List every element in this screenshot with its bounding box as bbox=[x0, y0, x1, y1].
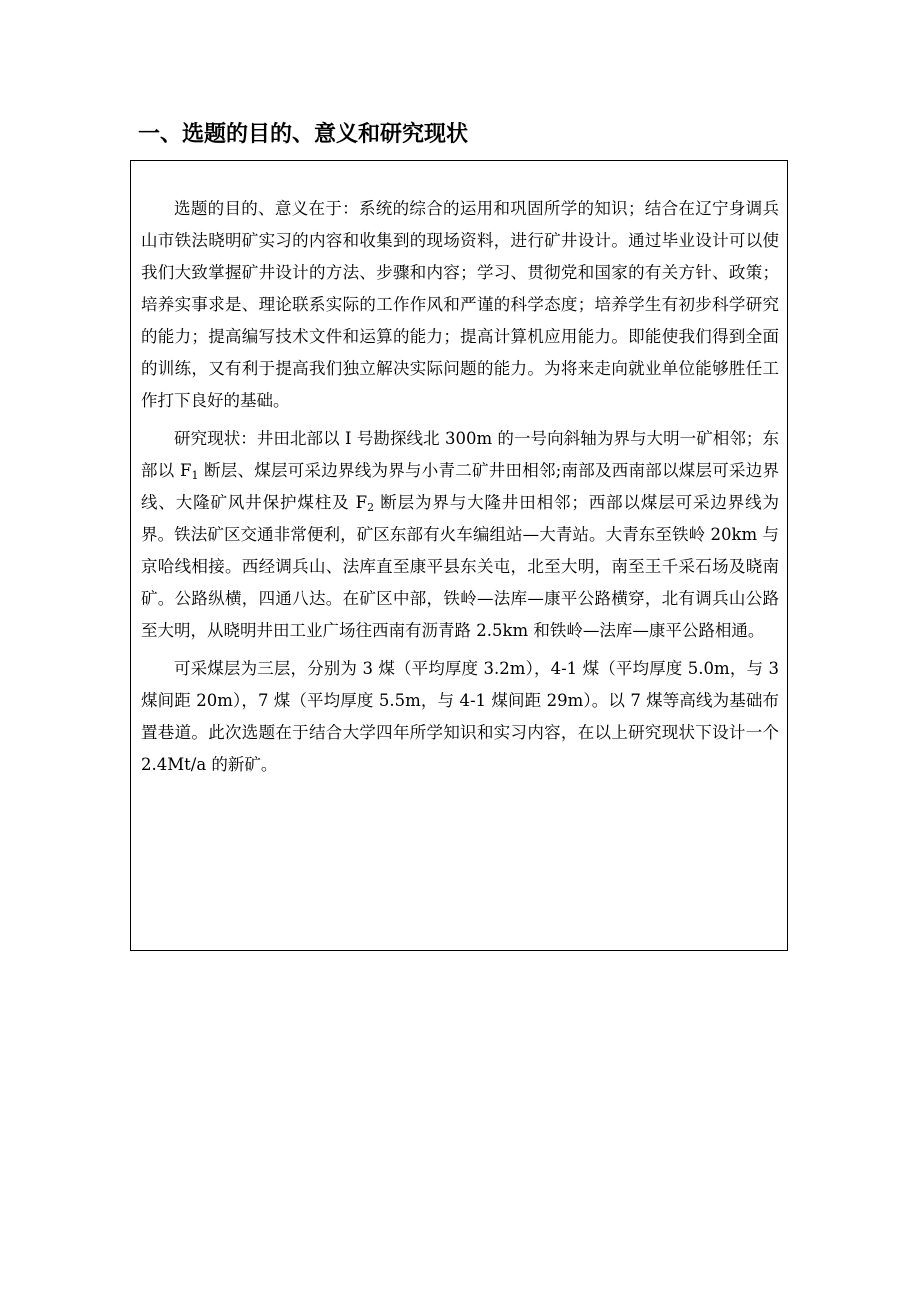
status-text-3: 断层为界与大隆井田相邻；西部以煤层可采边界线为界。铁法矿区交通非常便利，矿区东部有火车编组站—大青站。大青东至铁岭 20km 与京哈线相接。西经调兵山、法库直至康平县东关屯，北至大明，南至王千采石场及晓南矿。公路纵横，四通八达。在矿区中部，铁岭—法库—康平公路横穿，北有调兵山公路至大明，从晓明井田工业广场往西南有沥青路 2.5km 和铁岭—法库—康平公路相通。 bbox=[141, 493, 779, 640]
paragraph-coal-seams: 可采煤层为三层，分别为 3 煤（平均厚度 3.2m），4-1 煤（平均厚度 5.0m，与 3 煤间距 20m），7 煤（平均厚度 5.5m，与 4-1 煤间距 29m）。以 7 煤等高线为基础布置巷道。此次选题在于结合大学四年所学知识和实习内容，在以上研究现状下设计一个 2.4Mt/a 的新矿。 bbox=[141, 659, 779, 774]
status-text-2: 断层、煤层可采边界线为界与小青二矿井田相邻;南部及西南部以煤层可采边界线、大隆矿风井保护煤柱及 F bbox=[141, 461, 779, 512]
content-body bbox=[141, 193, 779, 781]
status-text-1: 研究现状：井田北部以 I 号勘探线北 300m 的一号向斜轴为界与大明一矿相邻；东部以 F bbox=[141, 429, 779, 480]
fault-subscript-1: 1 bbox=[191, 469, 199, 482]
paragraph-purpose: 选题的目的、意义在于：系统的综合的运用和巩固所学的知识；结合在辽宁身调兵山市铁法晓明矿实习的内容和收集到的现场资料，进行矿井设计。通过毕业设计可以使我们大致掌握矿井设计的方法、步骤和内容；学习、贯彻党和国家的有关方针、政策；培养实事求是、理论联系实际的工作作风和严谨的科学态度；培养学生有初步科学研究的能力；提高编写技术文件和运算的能力；提高计算机应用能力。即能使我们得到全面的训练，又有利于提高我们独立解决实际问题的能力。为将来走向就业单位能够胜任工作打下良好的基础。 bbox=[141, 199, 779, 410]
fault-subscript-2: 2 bbox=[367, 501, 375, 514]
paragraph-research-status bbox=[141, 423, 779, 647]
section-heading: 一、选题的目的、意义和研究现状 bbox=[138, 122, 469, 147]
content-box bbox=[130, 160, 788, 951]
